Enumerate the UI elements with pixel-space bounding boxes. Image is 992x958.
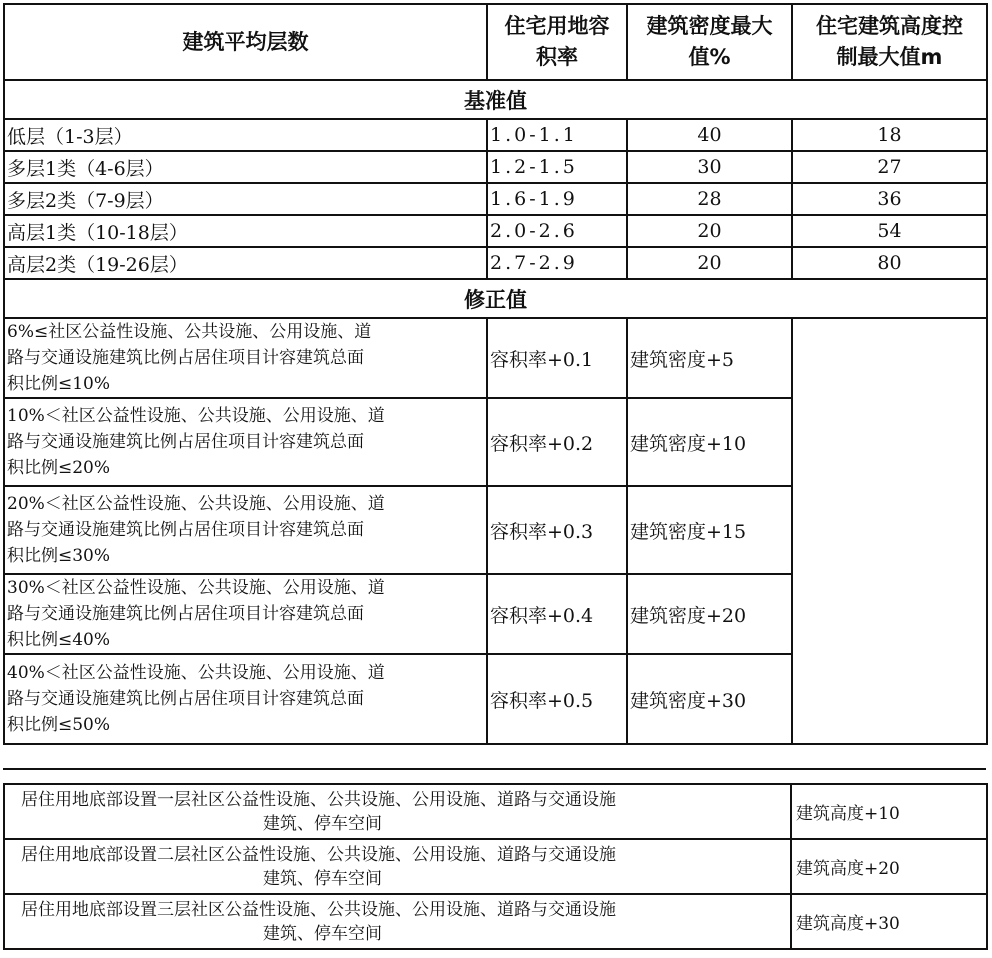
condition-line: 20%＜社区公益性设施、公共设施、公用设施、道 <box>7 494 385 514</box>
height-cell: 27 <box>792 151 987 183</box>
condition-line: 积比例≤50% <box>7 715 111 735</box>
header-density-line1: 建筑密度最大 <box>646 14 773 38</box>
base-section-row <box>4 80 987 119</box>
bonus-condition-line: 居住用地底部设置一层社区公益性设施、公共设施、公用设施、道路与交通设施 <box>21 789 616 810</box>
header-far-line1: 住宅用地容 <box>504 14 610 38</box>
density-cell: 20 <box>627 215 792 247</box>
density-adjust-cell: 建筑密度+15 <box>627 486 792 574</box>
far-cell: 1.2-1.5 <box>487 151 627 183</box>
height-cell: 18 <box>792 119 987 151</box>
condition-line: 积比例≤30% <box>7 546 111 566</box>
far-cell: 1.0-1.1 <box>487 119 627 151</box>
header-density <box>627 4 792 80</box>
control-index-table <box>3 3 988 745</box>
condition-line: 路与交通设施建筑比例占居住项目计容建筑总面 <box>7 432 364 452</box>
header-height <box>792 4 987 80</box>
bonus-condition-cell <box>4 784 791 839</box>
condition-line: 路与交通设施建筑比例占居住项目计容建筑总面 <box>7 348 364 368</box>
density-cell: 28 <box>627 183 792 215</box>
table-row <box>4 839 987 894</box>
far-cell: 2.0-2.6 <box>487 215 627 247</box>
header-layers <box>4 4 487 80</box>
height-bonus-table <box>3 783 988 950</box>
condition-line: 积比例≤20% <box>7 458 111 478</box>
condition-line: 10%＜社区公益性设施、公共设施、公用设施、道 <box>7 406 385 426</box>
table-row <box>4 215 987 247</box>
mod-section-row <box>4 279 987 318</box>
height-cell: 54 <box>792 215 987 247</box>
bonus-value-cell: 建筑高度+20 <box>791 839 987 894</box>
bonus-condition-line: 居住用地底部设置二层社区公益性设施、公共设施、公用设施、道路与交通设施 <box>21 844 616 865</box>
far-adjust-cell: 容积率+0.3 <box>487 486 627 574</box>
header-far <box>487 4 627 80</box>
far-adjust-cell: 容积率+0.1 <box>487 318 627 398</box>
condition-line: 积比例≤10% <box>7 374 111 394</box>
condition-cell <box>4 574 487 654</box>
bottom-table-top-border <box>3 768 986 770</box>
far-adjust-cell: 容积率+0.4 <box>487 574 627 654</box>
table-row <box>4 151 987 183</box>
base-section-label: 基准值 <box>4 80 987 119</box>
header-far-line2: 积率 <box>536 45 578 69</box>
layers-cell: 低层（1-3层） <box>4 119 487 151</box>
condition-line: 路与交通设施建筑比例占居住项目计容建筑总面 <box>7 520 364 540</box>
condition-cell <box>4 486 487 574</box>
far-cell: 1.6-1.9 <box>487 183 627 215</box>
layers-cell: 高层2类（19-26层） <box>4 247 487 279</box>
height-cell: 36 <box>792 183 987 215</box>
table-row <box>4 183 987 215</box>
density-adjust-cell: 建筑密度+5 <box>627 318 792 398</box>
table-row <box>4 894 987 949</box>
condition-line: 40%＜社区公益性设施、公共设施、公用设施、道 <box>7 663 385 683</box>
density-cell: 20 <box>627 247 792 279</box>
empty-cell <box>792 318 987 744</box>
condition-line: 30%＜社区公益性设施、公共设施、公用设施、道 <box>7 578 385 598</box>
layers-cell: 多层1类（4-6层） <box>4 151 487 183</box>
header-height-line1: 住宅建筑高度控 <box>816 14 963 38</box>
density-cell: 40 <box>627 119 792 151</box>
bonus-condition-line: 建筑、停车空间 <box>263 813 382 834</box>
table-row <box>4 247 987 279</box>
far-adjust-cell: 容积率+0.5 <box>487 654 627 744</box>
condition-cell <box>4 654 487 744</box>
bonus-condition-line: 居住用地底部设置三层社区公益性设施、公共设施、公用设施、道路与交通设施 <box>21 899 616 920</box>
bonus-value-cell: 建筑高度+10 <box>791 784 987 839</box>
condition-line: 路与交通设施建筑比例占居住项目计容建筑总面 <box>7 604 364 624</box>
bonus-condition-cell <box>4 894 791 949</box>
condition-line: 路与交通设施建筑比例占居住项目计容建筑总面 <box>7 689 364 709</box>
condition-cell <box>4 318 487 398</box>
bonus-condition-line: 建筑、停车空间 <box>263 923 382 944</box>
table-row <box>4 119 987 151</box>
condition-line: 6%≤社区公益性设施、公共设施、公用设施、道 <box>7 322 372 342</box>
bonus-condition-line: 建筑、停车空间 <box>263 868 382 889</box>
bonus-value-cell: 建筑高度+30 <box>791 894 987 949</box>
header-height-line2: 制最大值m <box>836 45 943 69</box>
header-row <box>4 4 987 80</box>
layers-cell: 多层2类（7-9层） <box>4 183 487 215</box>
density-adjust-cell: 建筑密度+10 <box>627 398 792 486</box>
layers-cell: 高层1类（10-18层） <box>4 215 487 247</box>
far-cell: 2.7-2.9 <box>487 247 627 279</box>
mod-section-label: 修正值 <box>4 279 987 318</box>
density-adjust-cell: 建筑密度+20 <box>627 574 792 654</box>
header-layers-text: 建筑平均层数 <box>182 29 309 54</box>
far-adjust-cell: 容积率+0.2 <box>487 398 627 486</box>
table-row <box>4 784 987 839</box>
condition-cell <box>4 398 487 486</box>
height-cell: 80 <box>792 247 987 279</box>
header-density-line2: 值% <box>688 45 731 69</box>
condition-line: 积比例≤40% <box>7 630 111 650</box>
density-cell: 30 <box>627 151 792 183</box>
bonus-condition-cell <box>4 839 791 894</box>
table-row <box>4 318 987 398</box>
density-adjust-cell: 建筑密度+30 <box>627 654 792 744</box>
